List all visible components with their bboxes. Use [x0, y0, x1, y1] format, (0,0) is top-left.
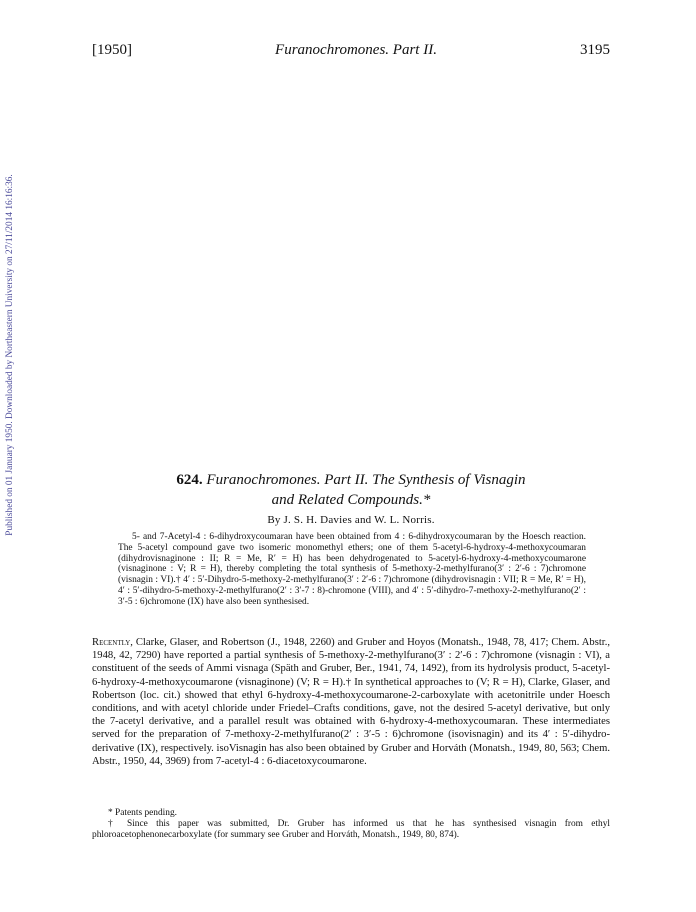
running-title: Furanochromones. Part II.: [275, 42, 437, 58]
download-watermark: [3, 140, 17, 570]
footnotes: [92, 808, 610, 841]
abstract-text: 5- and 7-Acetyl-4 : 6-dihydroxycoumaran have been obtained from 4 : 6-dihydroxycoumaran by the Hoesch reaction. The 5-acetyl compound gave two isomeric monomethyl ethers; one of them 5-acetyl-6-hydroxy-4-methoxycoumaran (dihydrovisnaginone : II; R = Me, R′ = H) has been dehydrogenated to 5-acetyl-6-hydroxy-4-methoxycoumarone (visnaginone : V; R = H), thereby completing the total synthesis of 5-methoxy-2-methylfurano(3′ : 2′-6 : 7)chromone (visnagin : VI).† 4′ : 5′-Dihydro-5-methoxy-2-methylfurano(3′ : 2′-6 : 7)chromone (dihydrovisnagin : VII; R = Me, R′ = H), 4′ : 5′-dihydro-5-methoxy-2-methylfurano(2′ : 3′-7 : 8)-chromone (VIII), and 4′ : 5′-dihydro-7-methoxy-2-methylfurano(2′ : 3′-5 : 6)chromone (IX) have also been synthesised.: [118, 532, 586, 607]
title-line-1: Furanochromones. Part II. The Synthesis of Visnagin: [206, 472, 526, 488]
abstract: [118, 532, 586, 608]
author-line: [92, 514, 610, 526]
title-line-2: and Related Compounds.*: [271, 492, 431, 508]
body-paragraph: [92, 636, 610, 768]
author-by: By: [267, 514, 281, 526]
footnote-patents: * Patents pending.: [108, 808, 178, 818]
header-year: [1950]: [92, 42, 132, 58]
article-number: 624.: [176, 472, 203, 488]
page-number: 3195: [580, 42, 610, 58]
article-title: [92, 470, 610, 510]
download-watermark-text: Published on 01 January 1950. Downloaded by Northeastern University on 27/11/2014 16:16:36.: [5, 174, 15, 536]
footnote-since: † Since this paper was submitted, Dr. Gruber has informed us that he has synthesised visnagin from ethyl phloroacetophenonecarboxylate (for summary see Gruber and Horváth, Monatsh., 1949, 80, 874).: [92, 819, 610, 840]
body-text: [92, 636, 610, 768]
page-header: [92, 42, 610, 59]
author-names: J. S. H. Davies and W. L. Norris.: [283, 514, 435, 526]
body-paragraph-text: , Clarke, Glaser, and Robertson (J., 1948, 2260) and Gruber and Hoyos (Monatsh., 1948, 78, 417; Chem. Abstr., 1948, 42, 7290) have reported a partial synthesis of 5-methoxy-2-methylfurano(3′ : 2′-6 : 7)chromone (visnagin : VI), a constituent of the seeds of Ammi visnaga (Späth and Gruber, Ber., 1941, 74, 1492), from its hydrolysis product, 5-acetyl-6-hydroxy-4-methoxycoumarone (visnaginone) (V; R = H).† In synthetical approaches to (V; R = H), Clarke, Glaser, and Robertson (loc. cit.) showed that ethyl 6-hydroxy-4-methoxycoumarone-2-carboxylate with acetonitrile under Hoesch conditions, and with acetyl chloride under Friedel–Crafts conditions, gave, not the desired 5-acetyl derivative, but only the 7-acetyl derivative, and a parallel result was obtained with 6-hydroxy-4-methoxycoumaran. These intermediates served for the preparation of 7-methoxy-2-methylfurano(2′ : 3′-5 : 6)chromone (isovisnagin) and its 4′ : 5′-dihydro-derivative (IX), respectively. isoVisnagin has also been obtained by Gruber and Horváth (Monatsh., 1949, 80, 563; Chem. Abstr., 1950, 44, 3969) from 7-acetyl-4 : 6-diacetoxycoumarone.: [92, 637, 610, 767]
lead-word: Recently: [92, 637, 131, 648]
